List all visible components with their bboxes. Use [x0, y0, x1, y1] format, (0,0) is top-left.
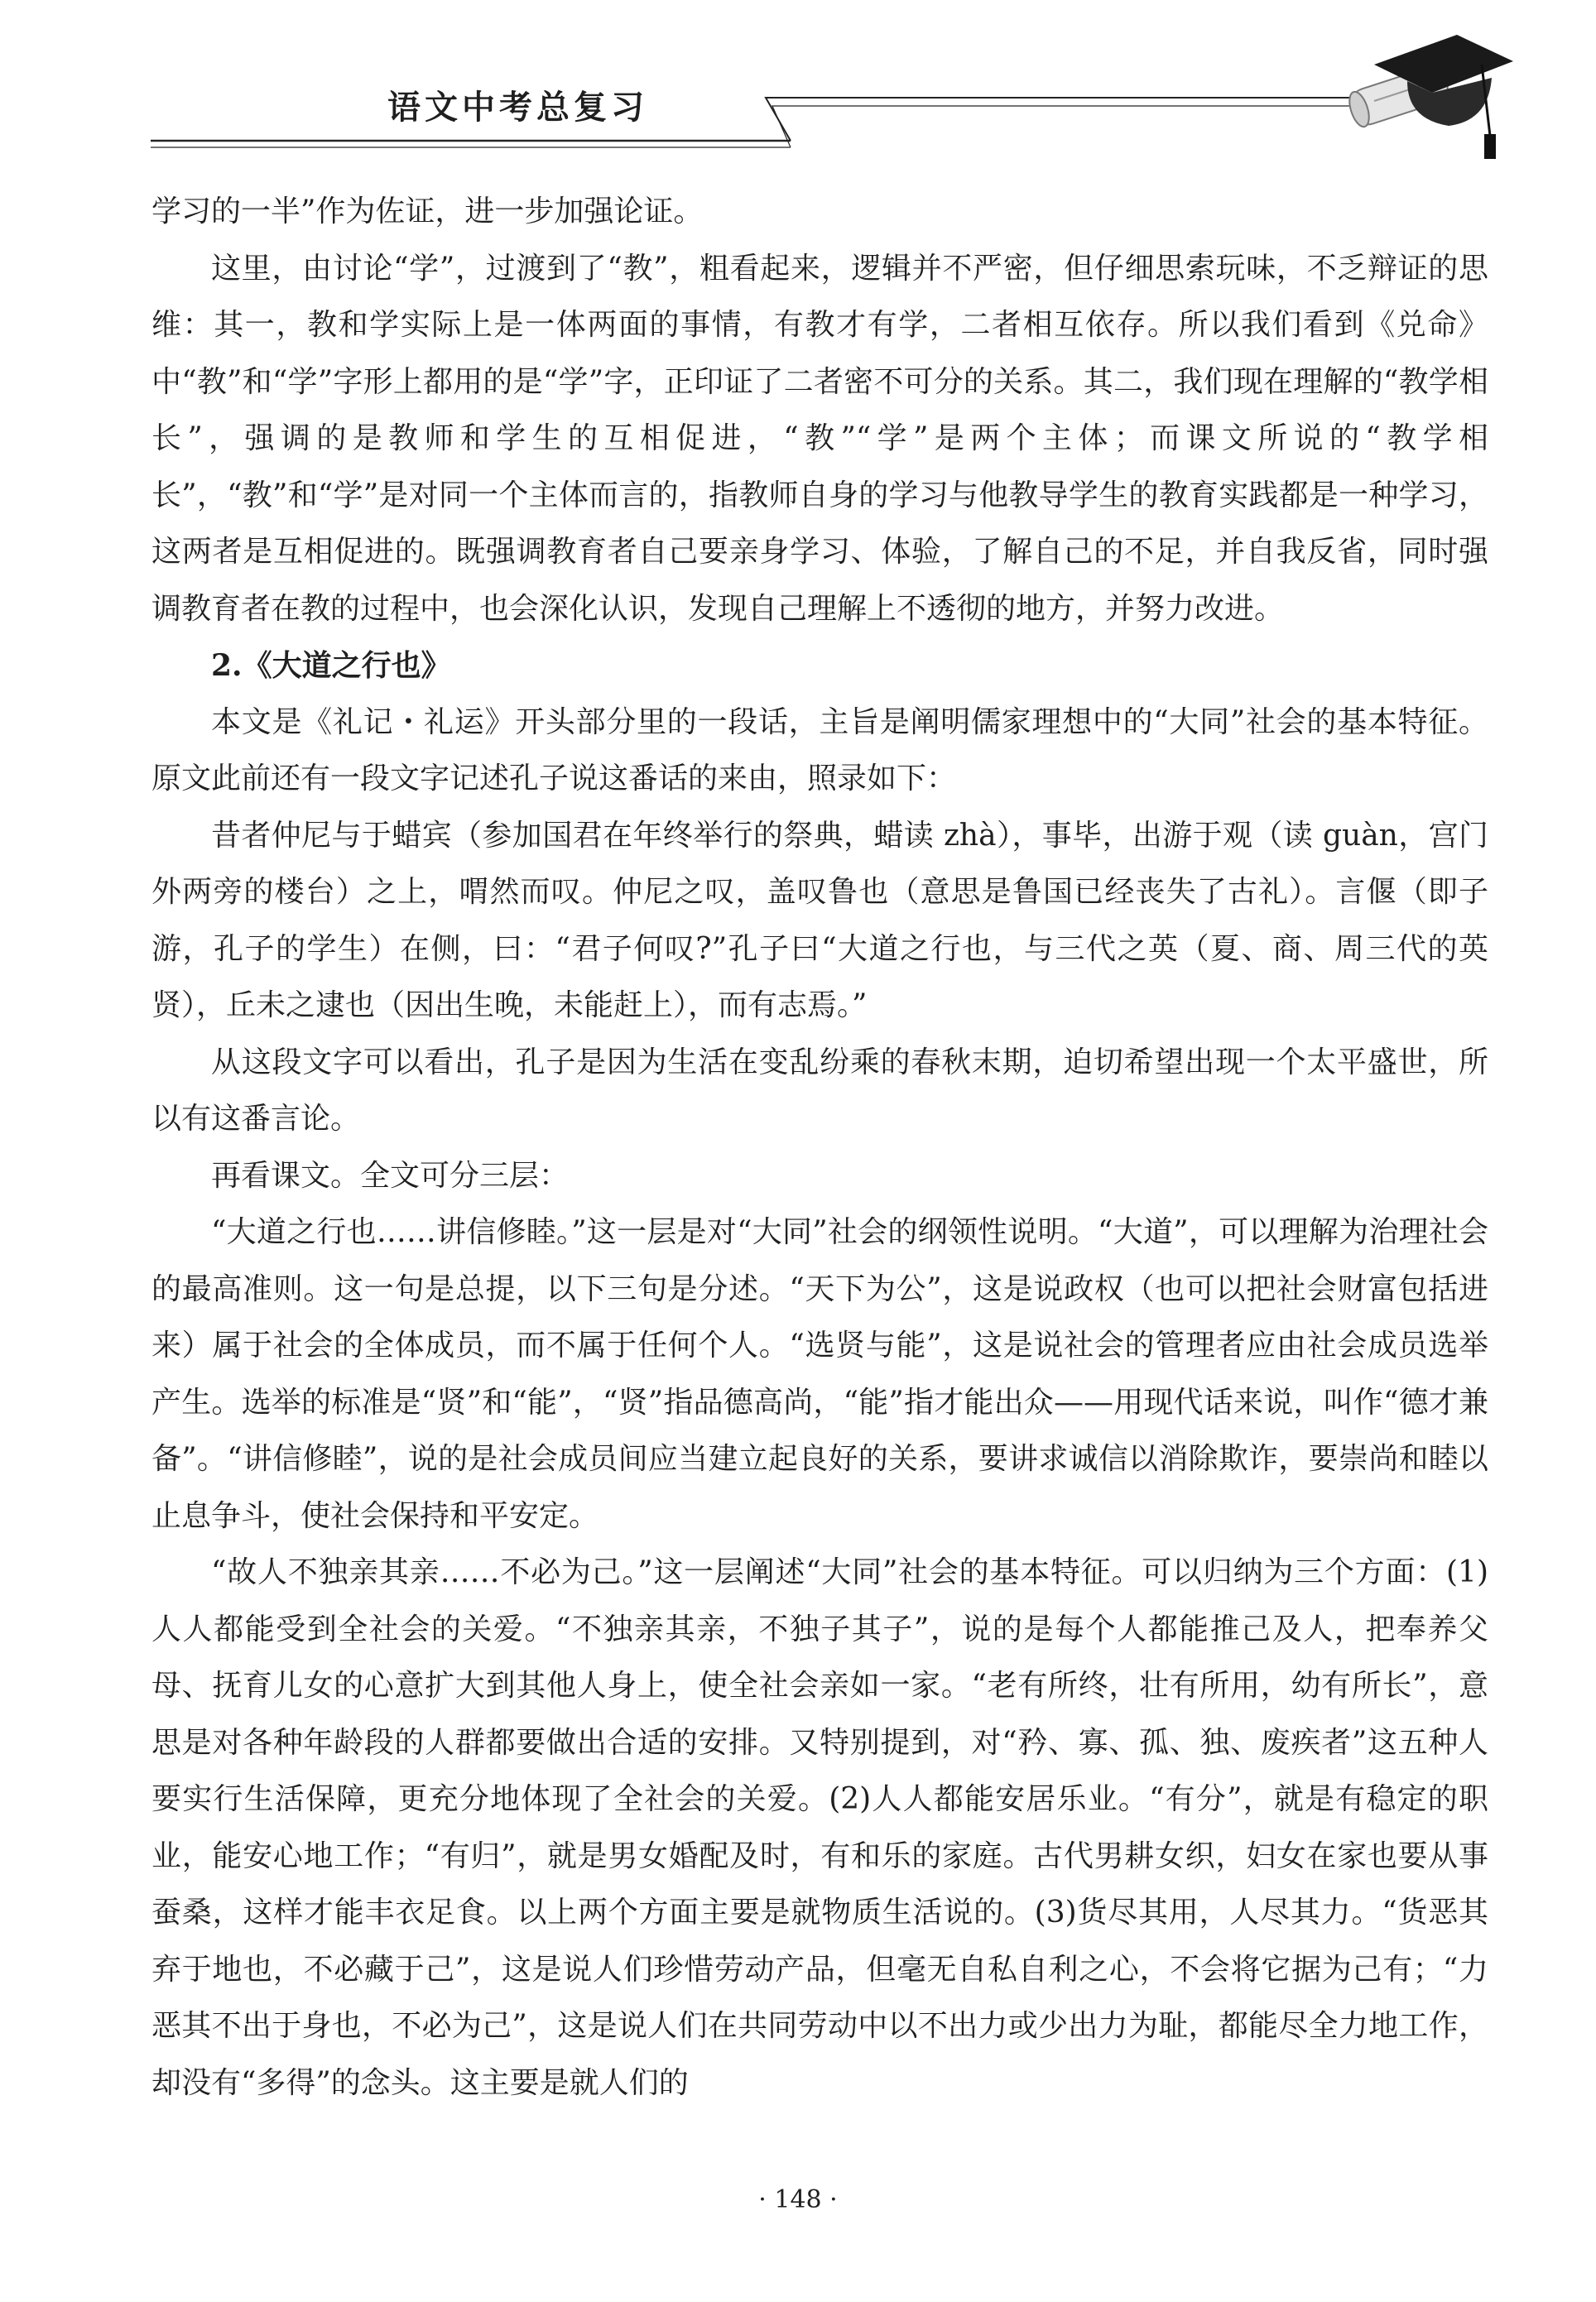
paragraph-continuation: 学习的一半”作为佐证，进一步加强论证。	[151, 195, 704, 228]
paragraph-context: 从这段文字可以看出，孔子是因为生活在变乱纷乘的春秋末期，迫切希望出现一个太平盛世，所以有这番言论。	[151, 1045, 1488, 1136]
paragraph-intro: 本文是《礼记・礼运》开头部分里的一段话，主旨是阐明儒家理想中的“大同”社会的基本特征。原文此前还有一段文字记述孔子说这番话的来由，照录如下：	[151, 704, 1488, 795]
graduation-cap-diploma-icon	[1316, 28, 1515, 169]
paragraph-structure: 再看课文。全文可分三层：	[211, 1158, 570, 1193]
section-heading: 2.《大道之行也》	[211, 648, 451, 683]
paragraph-teaching-learning: 这里，由讨论“学”，过渡到了“教”，粗看起来，逻辑并不严密，但仔细思索玩味，不乏辩证的思维：其一，教和学实际上是一体两面的事情，有教才有学，二者相互依存。所以我们看到《兑命》中“教”和“学”字形上都用的是“学”字，正印证了二者密不可分的关系。其二，我们现在理解的“教学相长”，强调的是教师和学生的互相促进，“教”“学”是两个主体；而课文所说的“教学相长”，“教”和“学”是对同一个主体而言的，指教师自身的学习与他教导学生的教育实践都是一种学习，这两者是互相促进的。既强调教育者自己要亲身学习、体验，了解自己的不足，并自我反省，同时强调教育者在教的过程中，也会深化认识，发现自己理解上不透彻的地方，并努力改进。	[151, 251, 1488, 626]
paragraph-layer-one: “大道之行也……讲信修睦。”这一层是对“大同”社会的纲领性说明。“大道”，可以理解为治理社会的最高准则。这一句是总提，以下三句是分述。“天下为公”，这是说政权（也可以把社会财富包括进来）属于社会的全体成员，而不属于任何个人。“选贤与能”，这是说社会的管理者应由社会成员选举产生。选举的标准是“贤”和“能”，“贤”指品德高尚，“能”指才能出众——用现代话来说，叫作“德才兼备”。“讲信修睦”，说的是社会成员间应当建立起良好的关系，要讲求诚信以消除欺诈，要崇尚和睦以止息争斗，使社会保持和平安定。	[151, 1215, 1488, 1533]
page-body	[151, 184, 1488, 2112]
header-title: 语文中考总复习	[387, 88, 648, 127]
page-number: · 148 ·	[758, 2185, 838, 2214]
page-header	[0, 0, 1596, 166]
paragraph-layer-two: “故人不独亲其亲……不必为己。”这一层阐述“大同”社会的基本特征。可以归纳为三个方面：(1)人人都能受到全社会的关爱。“不独亲其亲，不独子其子”，说的是每个人都能推己及人，把奉养父母、抚育儿女的心意扩大到其他人身上，使全社会亲如一家。“老有所终，壮有所用，幼有所长”，意思是对各种年龄段的人群都要做出合适的安排。又特别提到，对“矜、寡、孤、独、废疾者”这五种人要实行生活保障，更充分地体现了全社会的关爱。(2)人人都能安居乐业。“有分”，就是有稳定的职业，能安心地工作；“有归”，就是男女婚配及时，有和乐的家庭。古代男耕女织，妇女在家也要从事蚕桑，这样才能丰衣足食。以上两个方面主要是就物质生活说的。(3)货尽其用，人尽其力。“货恶其弃于地也，不必藏于己”，这是说人们珍惜劳动产品，但毫无自私自利之心，不会将它据为己有；“力恶其不出于身也，不必为己”，这是说人们在共同劳动中以不出力或少出力为耻，都能尽全力地工作，却没有“多得”的念头。这主要是就人们的	[151, 1555, 1488, 2100]
paragraph-quotation: 昔者仲尼与于蜡宾（参加国君在年终举行的祭典，蜡读 zhà），事毕，出游于观（读 guàn，宫门外两旁的楼台）之上，喟然而叹。仲尼之叹，盖叹鲁也（意思是鲁国已经丧失了古礼）。言偃（即子游，孔子的学生）在侧，曰：“君子何叹?”孔子曰“大道之行也，与三代之英（夏、商、周三代的英贤），丘未之逮也（因出生晚，未能赶上），而有志焉。”	[151, 818, 1488, 1022]
